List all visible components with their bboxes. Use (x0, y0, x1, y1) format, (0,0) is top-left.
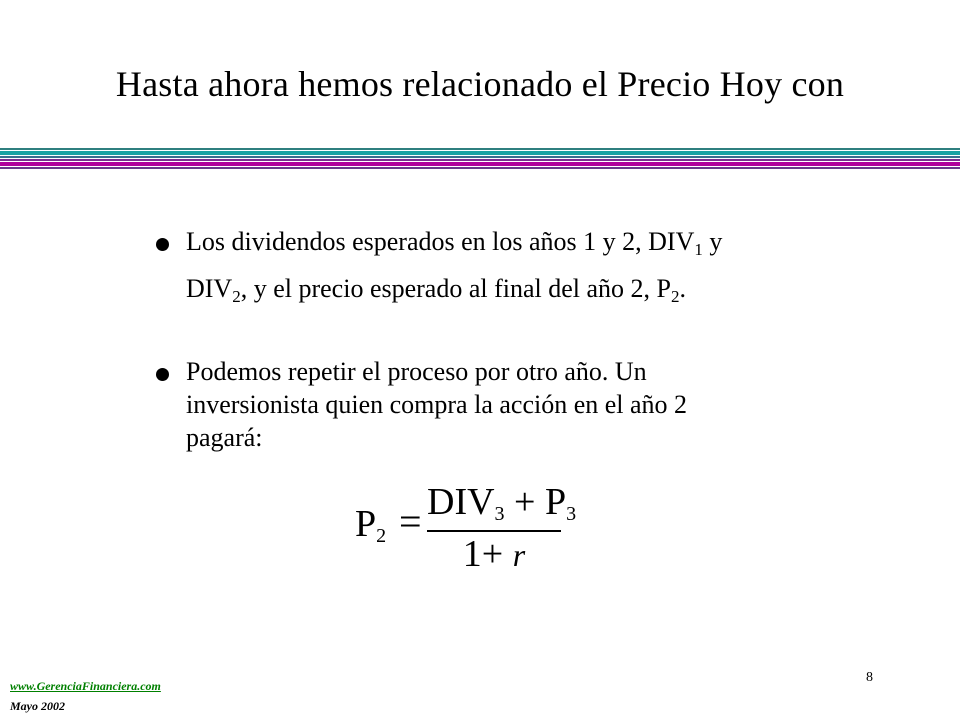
footer-website-link[interactable]: www.GerenciaFinanciera.com (10, 679, 161, 693)
equation-numerator: $DIV_3 + P_3$ (427, 481, 577, 525)
bullet-dot (156, 368, 169, 381)
bullet-2-line-1: Podemos repetir el proceso por otro año. Un (186, 357, 647, 386)
equals-sign: = (399, 499, 422, 544)
bullet-1-line-1: Los dividendos esperados en los años 1 y 2, $DIV_1$ y (186, 227, 723, 259)
page-number: 8 (866, 670, 873, 685)
footer-date: Mayo 2002 (10, 699, 65, 713)
divider-bars (0, 148, 960, 172)
bullet-dot (156, 238, 169, 251)
equation-lhs: $P_2$ (355, 503, 387, 547)
equation-denominator: 1+ r (462, 533, 526, 575)
bullet-1-line-2: $DIV_2$, y el precio esperado al final del año 2, $P_2$. (186, 274, 687, 306)
slide-title: Hasta ahora hemos relacionado el Precio Hoy con (115, 64, 845, 104)
bullet-2-line-3: pagará: (186, 423, 263, 452)
bullet-2-line-2: inversionista quien compra la acción en el año 2 (186, 390, 688, 419)
title-divider (0, 148, 960, 172)
